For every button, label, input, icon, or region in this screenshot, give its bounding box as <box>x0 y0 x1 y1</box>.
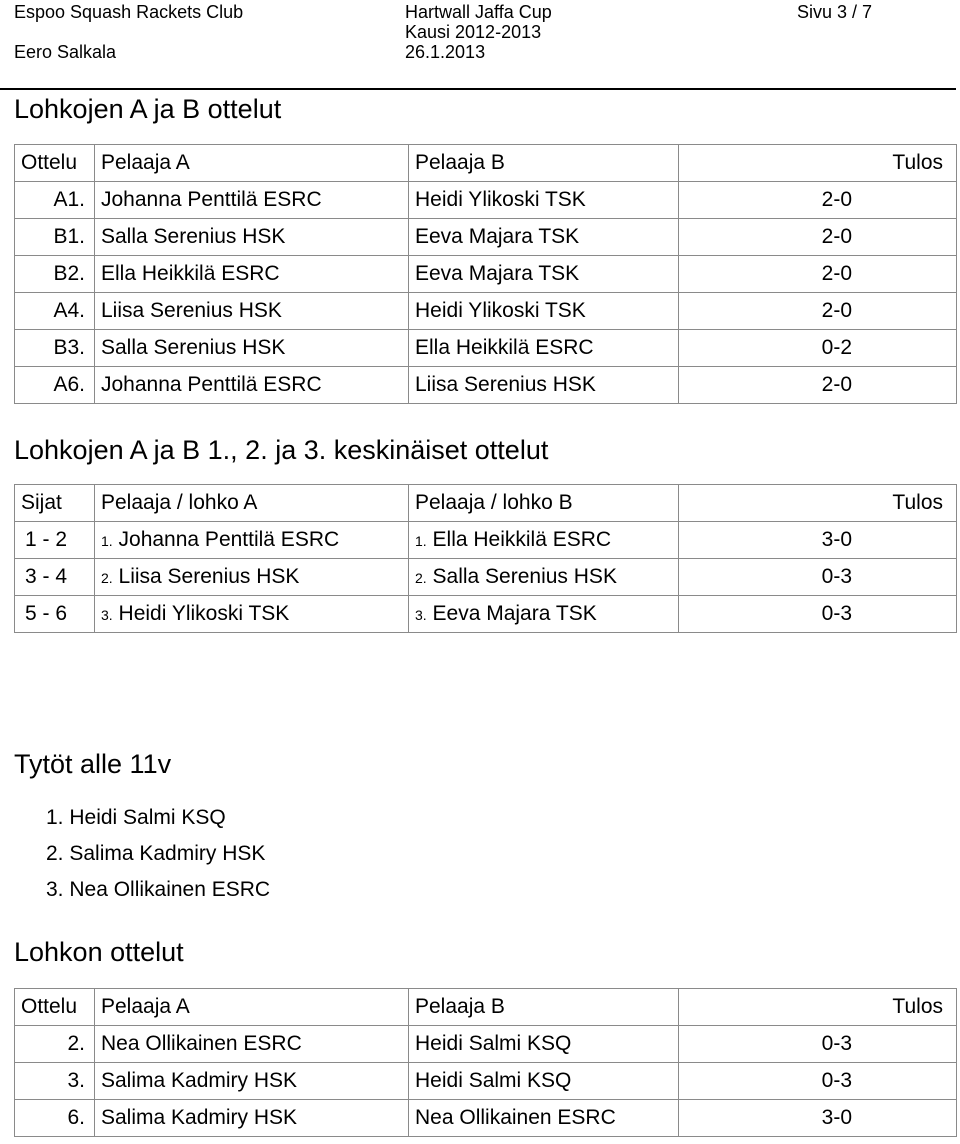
placement-range: 5 - 6 <box>15 596 95 633</box>
match-result: 2-0 <box>679 182 957 219</box>
table-header-row <box>15 145 957 182</box>
placement-range: 3 - 4 <box>15 559 95 596</box>
player-b: Heidi Salmi KSQ <box>409 1026 679 1063</box>
header-cell: Pelaaja B <box>409 989 679 1026</box>
group-rank: 1. <box>101 532 113 549</box>
match-result: 2-0 <box>679 293 957 330</box>
table-row <box>15 1063 957 1100</box>
group-rank: 3. <box>415 606 427 623</box>
match-id: A4. <box>15 293 95 330</box>
match-result: 0-3 <box>679 1063 957 1100</box>
list-item: 2. Salima Kadmiry HSK <box>46 842 266 865</box>
placement-range: 1 - 2 <box>15 522 95 559</box>
player-b: Ella Heikkilä ESRC <box>409 330 679 367</box>
table-row <box>15 293 957 330</box>
player-b: Heidi Ylikoski TSK <box>409 182 679 219</box>
group-rank: 1. <box>415 532 427 549</box>
header-cell: Pelaaja / lohko B <box>409 485 679 522</box>
header-cell: Pelaaja B <box>409 145 679 182</box>
player-b <box>409 596 679 633</box>
table-row <box>15 522 957 559</box>
player-name: Johanna Penttilä ESRC <box>112 527 340 551</box>
list-item: 3. Nea Ollikainen ESRC <box>46 878 271 901</box>
section-title-girls-u11: Tytöt alle 11v <box>14 749 172 779</box>
match-result: 2-0 <box>679 256 957 293</box>
match-result: 0-3 <box>679 559 957 596</box>
match-result: 3-0 <box>679 522 957 559</box>
player-a: Ella Heikkilä ESRC <box>95 256 409 293</box>
player-a: Liisa Serenius HSK <box>95 293 409 330</box>
header-cell: Sijat <box>15 485 95 522</box>
player-a <box>95 596 409 633</box>
table-row <box>15 1026 957 1063</box>
player-b: Eeva Majara TSK <box>409 256 679 293</box>
season: Kausi 2012-2013 <box>405 22 542 42</box>
match-id: 2. <box>15 1026 95 1063</box>
header-cell: Tulos <box>679 989 957 1026</box>
table-header-row <box>15 485 957 522</box>
section-title-group-matches-u11: Lohkon ottelut <box>14 937 184 967</box>
group-matches-table <box>14 144 957 404</box>
table-row <box>15 559 957 596</box>
header-cell: Ottelu <box>15 145 95 182</box>
table-row <box>15 219 957 256</box>
player-b: Heidi Salmi KSQ <box>409 1063 679 1100</box>
table-header-row <box>15 989 957 1026</box>
player-name: Salla Serenius HSK <box>426 564 617 588</box>
player-a: Salima Kadmiry HSK <box>95 1063 409 1100</box>
table-row <box>15 256 957 293</box>
player-a: Salla Serenius HSK <box>95 330 409 367</box>
player-b: Eeva Majara TSK <box>409 219 679 256</box>
section-title-group-matches: Lohkojen A ja B ottelut <box>14 94 282 124</box>
group-rank: 2. <box>415 569 427 586</box>
table-row <box>15 1100 957 1137</box>
match-result: 0-2 <box>679 330 957 367</box>
club-name: Espoo Squash Rackets Club <box>14 2 244 22</box>
player-a: Salla Serenius HSK <box>95 219 409 256</box>
match-id: A1. <box>15 182 95 219</box>
match-id: 3. <box>15 1063 95 1100</box>
player-a: Johanna Penttilä ESRC <box>95 182 409 219</box>
header-cell: Pelaaja A <box>95 145 409 182</box>
player-a: Johanna Penttilä ESRC <box>95 367 409 404</box>
author: Eero Salkala <box>14 42 117 62</box>
match-id: B3. <box>15 330 95 367</box>
player-a: Nea Ollikainen ESRC <box>95 1026 409 1063</box>
player-b: Heidi Ylikoski TSK <box>409 293 679 330</box>
match-result: 2-0 <box>679 219 957 256</box>
match-result: 0-3 <box>679 1026 957 1063</box>
table-row <box>15 367 957 404</box>
page-number: Sivu 3 / 7 <box>797 2 873 22</box>
match-result: 2-0 <box>679 367 957 404</box>
match-id: 6. <box>15 1100 95 1137</box>
table-row <box>15 182 957 219</box>
player-a <box>95 522 409 559</box>
match-id: B2. <box>15 256 95 293</box>
player-name: Liisa Serenius HSK <box>112 564 300 588</box>
player-name: Eeva Majara TSK <box>426 601 597 625</box>
header-divider <box>0 88 956 90</box>
final-ranking-list <box>46 800 270 908</box>
player-b <box>409 559 679 596</box>
group-rank: 3. <box>101 606 113 623</box>
player-b: Liisa Serenius HSK <box>409 367 679 404</box>
match-id: A6. <box>15 367 95 404</box>
player-a: Salima Kadmiry HSK <box>95 1100 409 1137</box>
header-cell: Pelaaja A <box>95 989 409 1026</box>
match-result: 3-0 <box>679 1100 957 1137</box>
header-cell: Ottelu <box>15 989 95 1026</box>
header-cell: Tulos <box>679 145 957 182</box>
cup-name: Hartwall Jaffa Cup <box>405 2 552 22</box>
page-header <box>0 0 960 92</box>
table-row <box>15 330 957 367</box>
player-b: Nea Ollikainen ESRC <box>409 1100 679 1137</box>
placement-matches-table <box>14 484 957 633</box>
u11-matches-table <box>14 988 957 1137</box>
player-b <box>409 522 679 559</box>
header-cell: Pelaaja / lohko A <box>95 485 409 522</box>
document-date: 26.1.2013 <box>405 42 486 62</box>
match-id: B1. <box>15 219 95 256</box>
table-row <box>15 596 957 633</box>
player-name: Heidi Ylikoski TSK <box>112 601 290 625</box>
group-rank: 2. <box>101 569 113 586</box>
player-name: Ella Heikkilä ESRC <box>426 527 612 551</box>
section-title-placement-matches: Lohkojen A ja B 1., 2. ja 3. keskinäiset ottelut <box>14 435 549 465</box>
list-item: 1. Heidi Salmi KSQ <box>46 806 226 829</box>
player-a <box>95 559 409 596</box>
header-cell: Tulos <box>679 485 957 522</box>
match-result: 0-3 <box>679 596 957 633</box>
